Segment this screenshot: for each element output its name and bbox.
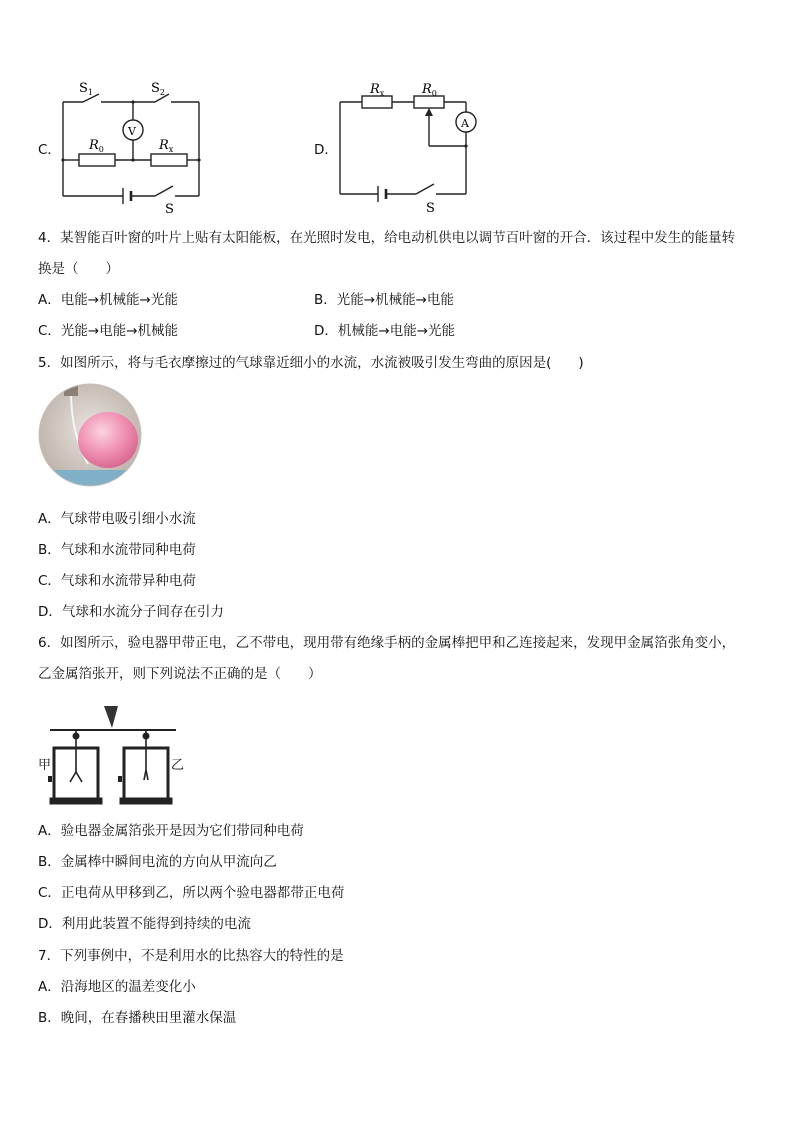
q7-stem: 7．下列事例中，不是利用水的比热容大的特性的是 — [38, 948, 344, 964]
q6-option-a: A．验电器金属箔张开是因为它们带同种电荷 — [38, 823, 304, 839]
resistor-rx-label: $R_x$ — [370, 82, 385, 98]
resistor-r0-label: $R_0$ — [422, 82, 437, 98]
voltmeter-label: V — [128, 125, 136, 138]
switch-s-label: S — [426, 201, 435, 214]
q5-option-c: C．气球和水流带异种电荷 — [38, 573, 196, 589]
q7-option-b: B．晚间，在春播秧田里灌水保温 — [38, 1010, 237, 1026]
q4-option-a: A．电能→机械能→光能 — [38, 292, 178, 308]
label-yi: 乙 — [171, 758, 185, 773]
switch-s2-label: $S_2$ — [151, 81, 165, 97]
option-d-label: D． — [314, 142, 338, 158]
q5-option-b: B．气球和水流带同种电荷 — [38, 542, 196, 558]
label-jia: 甲 — [38, 758, 52, 773]
circuit-diagram-c — [55, 72, 215, 214]
q5-stem: 5．如图所示，将与毛衣摩擦过的气球靠近细小的水流，水流被吸引发生弯曲的原因是( ) — [38, 355, 584, 371]
option-c-label: C． — [38, 142, 61, 158]
q6-option-d: D．利用此装置不能得到持续的电流 — [38, 916, 251, 932]
q4-option-c: C．光能→电能→机械能 — [38, 323, 179, 339]
switch-s-label: S — [165, 202, 174, 214]
q7-option-a: A．沿海地区的温差变化小 — [38, 979, 196, 995]
q4-stem-line2: 换是（ ） — [38, 261, 119, 277]
q4-option-d: D．机械能→电能→光能 — [314, 323, 456, 339]
q4-stem-line1: 4．某智能百叶窗的叶片上贴有太阳能板，在光照时发电，给电动机供电以调节百叶窗的开合．该过程中发生的能量转 — [38, 230, 736, 246]
resistor-rx-label: $R_x$ — [159, 138, 174, 154]
electroscope-diagram — [38, 698, 188, 808]
q4-option-b: B．光能→机械能→电能 — [314, 292, 454, 308]
switch-s1-label: $S_1$ — [79, 81, 93, 97]
q6-stem-line1: 6．如图所示，验电器甲带正电，乙不带电，现用带有绝缘手柄的金属棒把甲和乙连接起来，发现甲金属箔张角变小， — [38, 635, 736, 651]
balloon-water-photo — [38, 382, 142, 488]
ammeter-label: A — [461, 117, 469, 130]
resistor-r0-label: $R_0$ — [89, 138, 104, 154]
q5-option-a: A．气球带电吸引细小水流 — [38, 511, 196, 527]
q6-stem-line2: 乙金属箔张开，则下列说法不正确的是（ ） — [38, 666, 322, 682]
q6-option-b: B．金属棒中瞬间电流的方向从甲流向乙 — [38, 854, 277, 870]
circuit-diagram-d — [330, 76, 490, 214]
q5-option-d: D．气球和水流分子间存在引力 — [38, 604, 224, 620]
q6-option-c: C．正电荷从甲移到乙，所以两个验电器都带正电荷 — [38, 885, 345, 901]
